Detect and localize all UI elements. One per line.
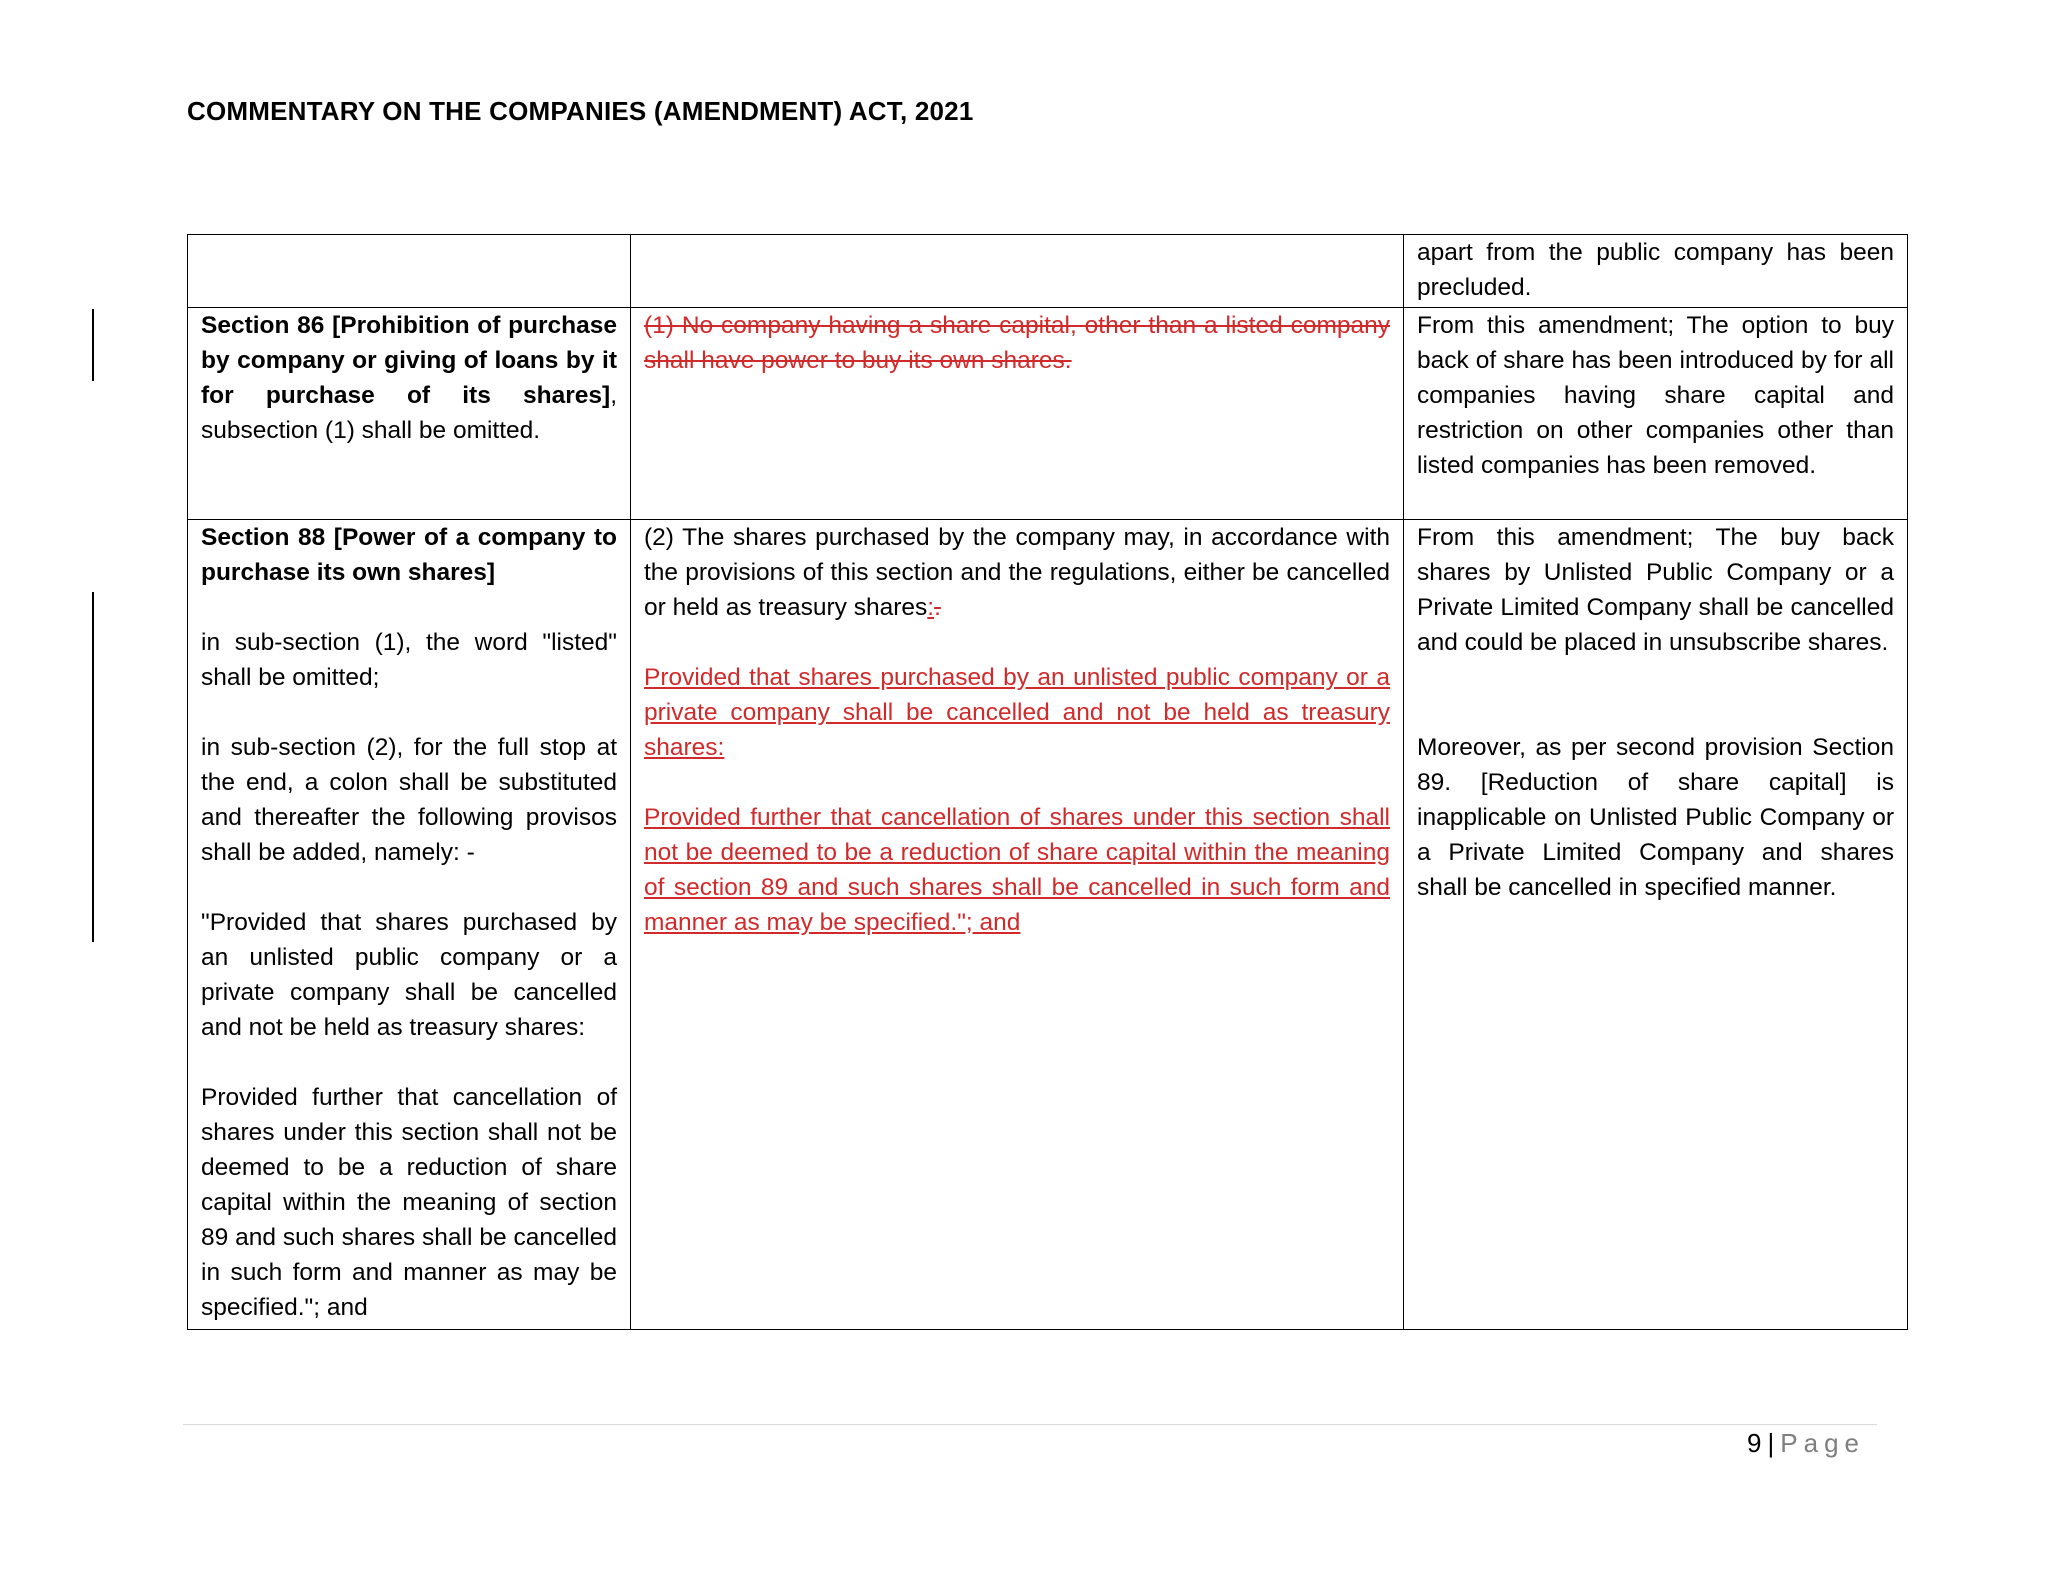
deleted-full-stop: . (934, 594, 941, 621)
section-86-heading: Section 86 [Prohibition of purchase by company or giving of loans by it for purchase of its shares] (201, 312, 617, 409)
row2-col1-cell (188, 308, 631, 520)
table-row (188, 235, 1908, 308)
footer-divider (183, 1424, 1877, 1425)
section-88-subsection-2: (2) The shares purchased by the company may, in accordance with the provisions of this section and the regulations, either be cancelled or held as treasury shares (644, 524, 1390, 621)
row2-col3-cell (1404, 308, 1908, 520)
section-88-proviso-2: Provided further that cancellation of shares under this section shall not be deemed to be a reduction of share capital within the meaning of section 89 and such shares shall be cancelled in such form and manner as may be specified."; and (201, 1084, 617, 1321)
amendment-table (187, 234, 1908, 1330)
table-row (188, 308, 1908, 520)
row2-col2-cell (631, 308, 1404, 520)
section-86-commentary: From this amendment; The option to buy back of share has been introduced by for all companies having share capital and restriction on other companies other than listed companies has been removed. (1417, 312, 1894, 479)
change-bar-section-86 (92, 309, 94, 381)
row1-col1-cell (188, 235, 631, 308)
section-88-commentary-1: From this amendment; The buy back shares by Unlisted Public Company or a Private Limited Company shall be cancelled and could be placed in unsubscribe shares. (1417, 524, 1894, 656)
page-number: 9 (1747, 1428, 1762, 1458)
section-88-instruction-1: in sub-section (1), the word "listed" shall be omitted; (201, 629, 617, 691)
row3-col2-cell (631, 520, 1404, 1330)
section-88-instruction-2: in sub-section (2), for the full stop at the end, a colon shall be substituted and thereafter the following provisos shall be added, namely: - (201, 734, 617, 866)
footer-separator: | (1767, 1428, 1775, 1458)
row1-commentary: apart from the public company has been precluded. (1417, 239, 1894, 301)
section-88-heading: Section 88 [Power of a company to purchase its own shares] (201, 524, 617, 586)
page-label: Page (1780, 1428, 1865, 1458)
section-86-deleted-text: (1) No company having a share capital, other than a listed company shall have power to buy its own shares. (644, 312, 1390, 374)
page-footer (1747, 1428, 1865, 1459)
row3-col3-cell (1404, 520, 1908, 1330)
page-title: COMMENTARY ON THE COMPANIES (AMENDMENT) ACT, 2021 (187, 96, 974, 126)
section-88-commentary-2: Moreover, as per second provision Section 89. [Reduction of share capital] is inapplicable on Unlisted Public Company or a Private Limited Company and shares shall be cancelled in specified manner. (1417, 734, 1894, 901)
inserted-proviso-1: Provided that shares purchased by an unlisted public company or a private company shall be cancelled and not be held as treasury shares: (644, 664, 1390, 761)
section-86-instruction: , subsection (1) shall be omitted. (201, 382, 617, 444)
table-row (188, 520, 1908, 1330)
row1-col2-cell (631, 235, 1404, 308)
inserted-proviso-2: Provided further that cancellation of shares under this section shall not be deemed to be a reduction of share capital within the meaning of section 89 and such shares shall be cancelled in such form and manner as may be specified."; and (644, 804, 1390, 936)
row3-col1-cell (188, 520, 631, 1330)
section-88-proviso-1: "Provided that shares purchased by an unlisted public company or a private company shall be cancelled and not be held as treasury shares: (201, 909, 617, 1041)
row1-col3-cell (1404, 235, 1908, 308)
inserted-colon: : (927, 594, 935, 621)
change-bar-section-88 (92, 592, 94, 942)
